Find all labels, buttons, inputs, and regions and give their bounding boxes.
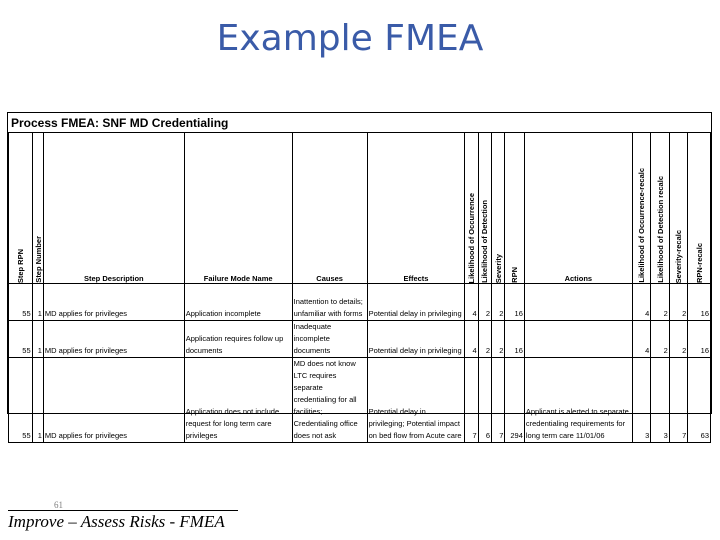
- cell-occurrence-recalc: 3: [632, 358, 651, 443]
- cell-causes: Inattention to details; unfamiliar with forms: [292, 284, 367, 321]
- cell-failure-mode-name: Application does not include request for long term care privileges: [184, 358, 292, 443]
- cell-severity: 7: [492, 358, 505, 443]
- cell-step-number: 1: [32, 321, 43, 358]
- header-row: [9, 133, 711, 284]
- cell-step-description: MD applies for privileges: [43, 321, 184, 358]
- header-effects: Effects: [367, 133, 465, 284]
- footer-divider: [8, 510, 238, 511]
- header-rpn: RPN: [505, 133, 525, 284]
- cell-step-description: MD applies for privileges: [43, 358, 184, 443]
- cell-occurrence: 7: [465, 358, 478, 443]
- cell-effects: Potential delay in privileging: [367, 321, 465, 358]
- cell-step-rpn: 55: [9, 321, 33, 358]
- footer-text: Improve – Assess Risks - FMEA: [8, 512, 225, 531]
- cell-severity-recalc: 7: [669, 358, 688, 443]
- header-likelihood-occurrence: Likelihood of Occurrence: [465, 133, 478, 284]
- cell-rpn-recalc: 16: [688, 284, 711, 321]
- cell-detection: 2: [478, 321, 491, 358]
- cell-actions: Applicant is alerted to separate credentialing requirements for long term care 11/01/06: [524, 358, 632, 443]
- cell-severity: 2: [492, 321, 505, 358]
- cell-rpn-recalc: 63: [688, 358, 711, 443]
- cell-causes: MD does not know LTC requires separate credentialing for all facilities; Credentialing office does not ask: [292, 358, 367, 443]
- cell-failure-mode-name: Application requires follow up documents: [184, 321, 292, 358]
- header-causes: Causes: [292, 133, 367, 284]
- header-severity-recalc: Severity-recalc: [669, 133, 688, 284]
- cell-severity: 2: [492, 284, 505, 321]
- header-likelihood-detection: Likelihood of Detection: [478, 133, 491, 284]
- cell-step-rpn: 55: [9, 358, 33, 443]
- header-step-number: Step Number: [32, 133, 43, 284]
- cell-detection-recalc: 2: [651, 284, 670, 321]
- cell-effects: Potential delay in privileging; Potential impact on bed flow from Acute care: [367, 358, 465, 443]
- cell-step-rpn: 55: [9, 284, 33, 321]
- cell-step-description: MD applies for privileges: [43, 284, 184, 321]
- table-row: [9, 284, 711, 321]
- cell-rpn-recalc: 16: [688, 321, 711, 358]
- cell-causes: Inadequate incomplete documents: [292, 321, 367, 358]
- header-actions: Actions: [524, 133, 632, 284]
- cell-rpn: 294: [505, 358, 525, 443]
- cell-actions: [524, 321, 632, 358]
- fmea-table: [8, 132, 711, 443]
- cell-rpn: 16: [505, 284, 525, 321]
- cell-detection-recalc: 2: [651, 321, 670, 358]
- cell-occurrence: 4: [465, 284, 478, 321]
- header-likelihood-detection-recalc: Likelihood of Detection recalc: [651, 133, 670, 284]
- cell-detection-recalc: 3: [651, 358, 670, 443]
- header-rpn-recalc: RPN-recalc: [688, 133, 711, 284]
- cell-occurrence-recalc: 4: [632, 321, 651, 358]
- cell-detection: 6: [478, 358, 491, 443]
- cell-effects: Potential delay in privileging: [367, 284, 465, 321]
- header-step-rpn: Step RPN: [9, 133, 33, 284]
- cell-severity-recalc: 2: [669, 321, 688, 358]
- cell-actions: [524, 284, 632, 321]
- fmea-title: Process FMEA: SNF MD Credentialing: [11, 116, 229, 130]
- cell-step-number: 1: [32, 358, 43, 443]
- cell-occurrence-recalc: 4: [632, 284, 651, 321]
- header-severity: Severity: [492, 133, 505, 284]
- cell-failure-mode-name: Application incomplete: [184, 284, 292, 321]
- fmea-worksheet: [7, 112, 712, 440]
- header-step-description: Step Description: [43, 133, 184, 284]
- cell-occurrence: 4: [465, 321, 478, 358]
- table-row: [9, 321, 711, 358]
- cell-detection: 2: [478, 284, 491, 321]
- cell-step-number: 1: [32, 284, 43, 321]
- page-number: 61: [54, 500, 63, 510]
- header-likelihood-occurrence-recalc: Likelihood of Occurrence-recalc: [632, 133, 651, 284]
- cell-rpn: 16: [505, 321, 525, 358]
- cell-severity-recalc: 2: [669, 284, 688, 321]
- table-row: [9, 358, 711, 443]
- header-failure-mode-name: Failure Mode Name: [184, 133, 292, 284]
- slide-title: Example FMEA: [216, 18, 484, 59]
